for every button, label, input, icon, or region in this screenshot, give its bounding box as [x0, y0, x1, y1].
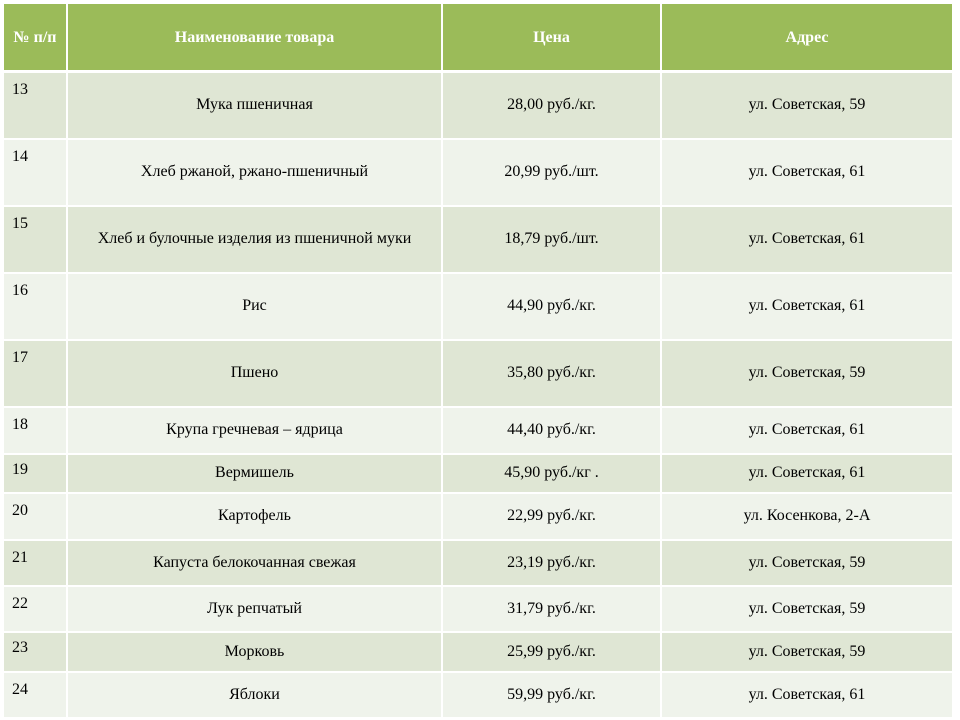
cell-price: 22,99 руб./кг. [442, 493, 661, 540]
cell-price: 25,99 руб./кг. [442, 632, 661, 672]
cell-name: Вермишель [67, 454, 442, 493]
cell-address: ул. Советская, 61 [661, 454, 952, 493]
cell-price: 35,80 руб./кг. [442, 340, 661, 407]
table-row [4, 493, 952, 540]
cell-address: ул. Советская, 59 [661, 586, 952, 632]
price-table [4, 4, 952, 719]
cell-price: 31,79 руб./кг. [442, 586, 661, 632]
table-row [4, 206, 952, 273]
cell-name: Пшено [67, 340, 442, 407]
cell-name: Яблоки [67, 672, 442, 718]
table-row [4, 139, 952, 206]
header-num: № п/п [4, 4, 67, 72]
cell-address: ул. Советская, 61 [661, 273, 952, 340]
header-price: Цена [442, 4, 661, 72]
cell-address: ул. Советская, 61 [661, 672, 952, 718]
table-header [4, 4, 952, 72]
table-row [4, 454, 952, 493]
cell-price: 59,99 руб./кг. [442, 672, 661, 718]
header-row [4, 4, 952, 72]
cell-num: 16 [4, 273, 67, 340]
cell-price: 44,90 руб./кг. [442, 273, 661, 340]
cell-price: 18,79 руб./шт. [442, 206, 661, 273]
table-row [4, 407, 952, 454]
cell-name: Морковь [67, 632, 442, 672]
cell-name: Хлеб и булочные изделия из пшеничной муки [67, 206, 442, 273]
cell-address: ул. Советская, 59 [661, 72, 952, 139]
cell-price: 45,90 руб./кг . [442, 454, 661, 493]
cell-address: ул. Косенкова, 2-А [661, 493, 952, 540]
cell-name: Мука пшеничная [67, 72, 442, 139]
cell-num: 23 [4, 632, 67, 672]
table-row [4, 672, 952, 718]
table-body [4, 72, 952, 718]
cell-price: 20,99 руб./шт. [442, 139, 661, 206]
table-row [4, 273, 952, 340]
cell-name: Крупа гречневая – ядрица [67, 407, 442, 454]
header-address: Адрес [661, 4, 952, 72]
cell-num: 21 [4, 540, 67, 586]
cell-num: 13 [4, 72, 67, 139]
cell-name: Картофель [67, 493, 442, 540]
cell-num: 15 [4, 206, 67, 273]
cell-address: ул. Советская, 61 [661, 206, 952, 273]
cell-price: 28,00 руб./кг. [442, 72, 661, 139]
cell-address: ул. Советская, 59 [661, 632, 952, 672]
cell-num: 17 [4, 340, 67, 407]
table-row [4, 632, 952, 672]
cell-name: Рис [67, 273, 442, 340]
cell-num: 18 [4, 407, 67, 454]
cell-num: 20 [4, 493, 67, 540]
table-row [4, 586, 952, 632]
cell-address: ул. Советская, 59 [661, 340, 952, 407]
table-row [4, 72, 952, 139]
cell-address: ул. Советская, 61 [661, 407, 952, 454]
header-name: Наименование товара [67, 4, 442, 72]
cell-num: 14 [4, 139, 67, 206]
cell-price: 44,40 руб./кг. [442, 407, 661, 454]
cell-name: Лук репчатый [67, 586, 442, 632]
cell-address: ул. Советская, 59 [661, 540, 952, 586]
cell-price: 23,19 руб./кг. [442, 540, 661, 586]
cell-name: Капуста белокочанная свежая [67, 540, 442, 586]
cell-num: 22 [4, 586, 67, 632]
table-row [4, 340, 952, 407]
cell-num: 24 [4, 672, 67, 718]
cell-num: 19 [4, 454, 67, 493]
table-row [4, 540, 952, 586]
cell-name: Хлеб ржаной, ржано-пшеничный [67, 139, 442, 206]
cell-address: ул. Советская, 61 [661, 139, 952, 206]
